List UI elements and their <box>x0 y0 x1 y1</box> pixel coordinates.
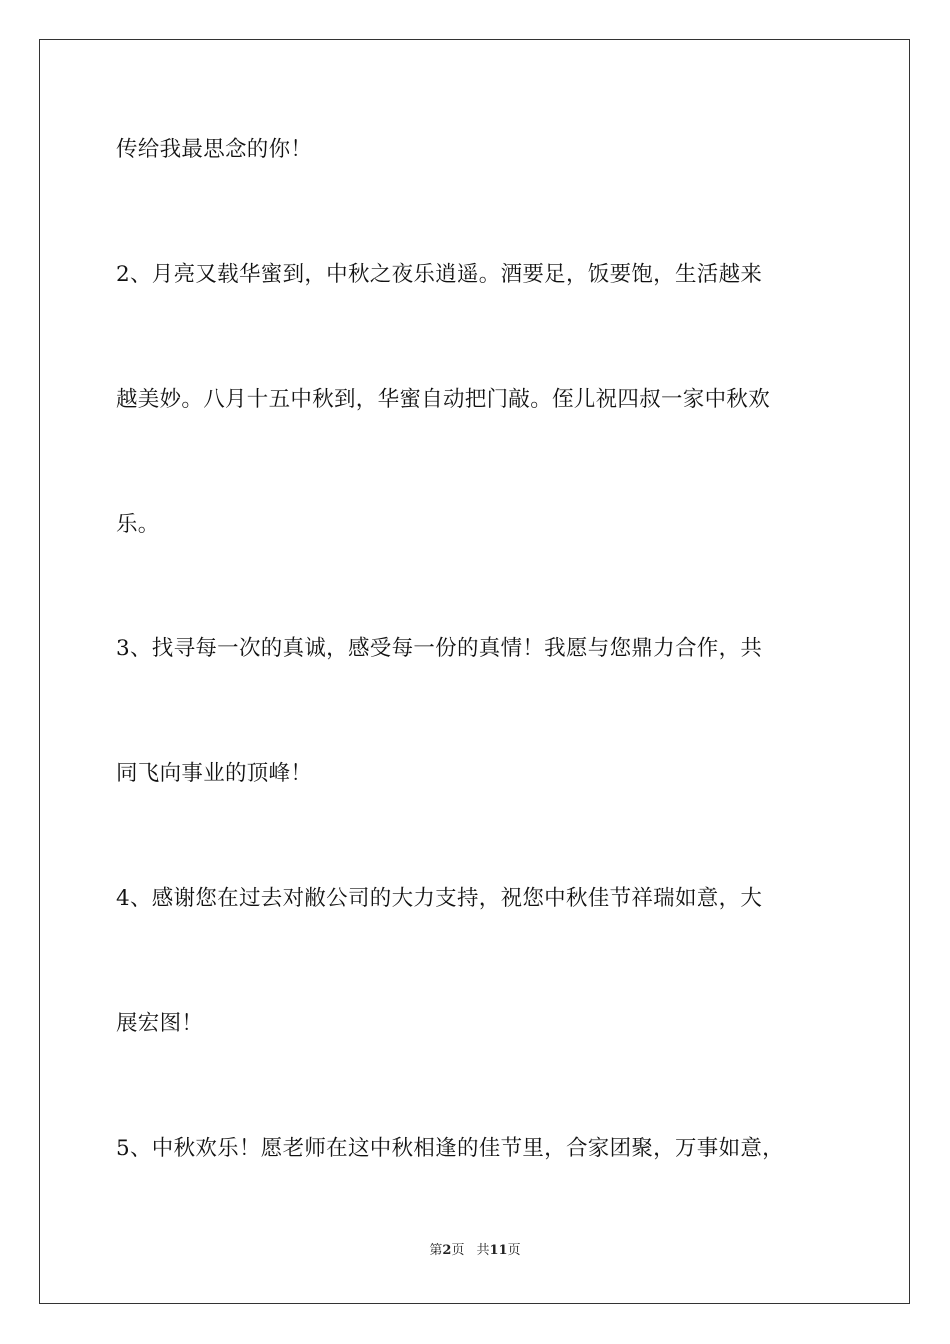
total-pages-indicator: 共11页 <box>476 1243 521 1258</box>
page-border <box>39 39 910 1304</box>
text-line: 乐。 <box>116 512 160 537</box>
page-number: 2 <box>442 1243 452 1258</box>
total-pages: 11 <box>489 1243 508 1258</box>
text-line: 传给我最思念的你！ <box>116 137 313 162</box>
text-line: 5、中秋欢乐！愿老师在这中秋相逢的佳节里，合家团聚，万事如意， <box>116 1136 784 1161</box>
text-line: 展宏图！ <box>116 1011 204 1036</box>
page-footer <box>0 1243 950 1259</box>
text-line: 同飞向事业的顶峰！ <box>116 761 313 786</box>
text-line: 3、找寻每一次的真诚，感受每一份的真情！我愿与您鼎力合作，共 <box>116 636 763 661</box>
text-line: 2、月亮又载华蜜到，中秋之夜乐逍遥。酒要足，饭要饱，生活越来 <box>116 262 763 287</box>
page-indicator: 第2页 <box>429 1243 465 1258</box>
text-line: 4、感谢您在过去对敝公司的大力支持，祝您中秋佳节祥瑞如意，大 <box>116 886 763 911</box>
text-line: 越美妙。八月十五中秋到，华蜜自动把门敲。侄儿祝四叔一家中秋欢 <box>116 387 771 412</box>
